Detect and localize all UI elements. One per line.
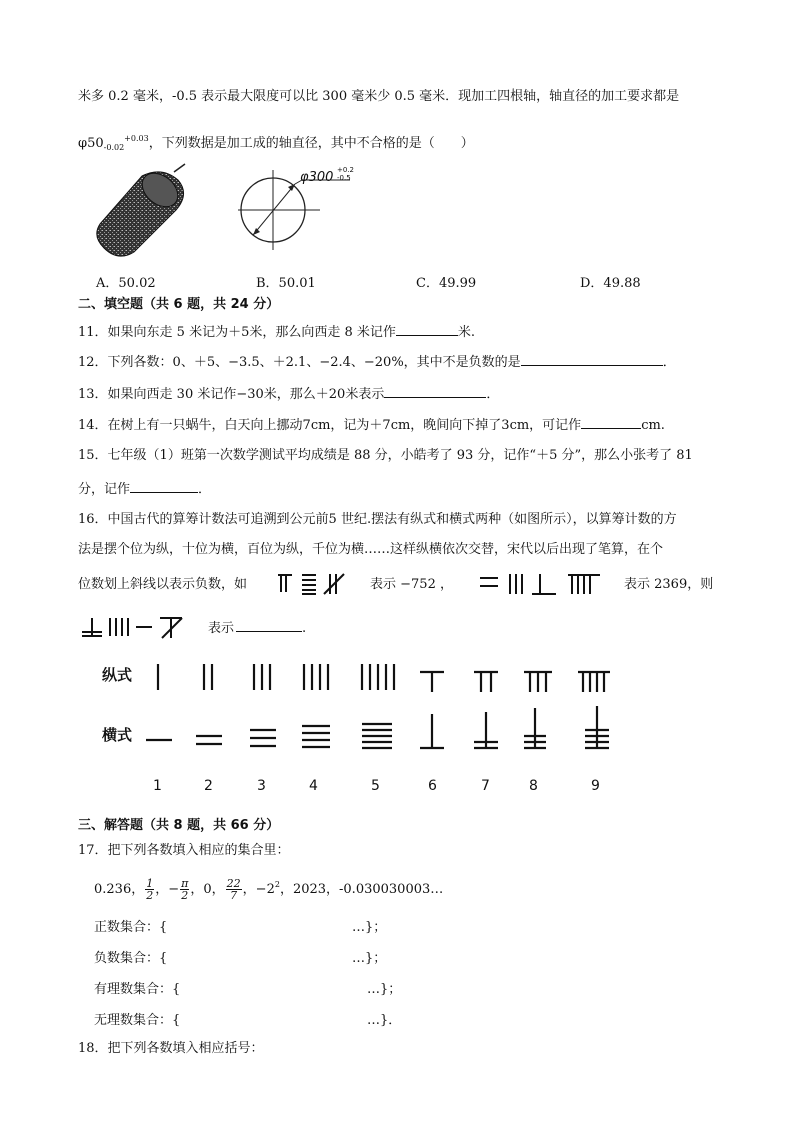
label-horizontal-style: 横式 [102,726,133,744]
digit-2: 2 [204,778,213,794]
q16-line-3a: 位数划上斜线以表示负数，如 [78,577,248,592]
frac-22-over-7 [226,878,242,901]
num-0-236: 0.236， [94,882,145,897]
q16-tail: . [302,621,307,636]
q12-tail: ． [662,355,676,370]
digit-8: 8 [529,778,538,794]
sep: ， [242,882,256,897]
vertical-rods [158,664,610,692]
minus-sign: − [168,882,180,897]
frac-one-half [145,878,154,901]
q10-option-a[interactable]: A．50.02 [96,276,156,291]
q11 [78,322,475,342]
q13-text: 13．如果向西走 30 米记作−30米，那么＋20米表示 [78,387,385,402]
q16-line-3c: 表示 2369，则 [624,577,714,592]
digit-9: 9 [591,778,600,794]
tolerance-upper: +0.03 [124,134,149,143]
q15-text: 分，记作 [78,482,131,497]
q10-continuation-line-2 [78,130,474,157]
q10-option-b[interactable]: B．50.01 [256,276,316,291]
q15-tail: ． [198,482,212,497]
q16-line-1: 16．中国古代的算筹计数法可追溯到公元前5 世纪.摆法有纵式和横式两种（如图所示），以算筹计数的方 [78,512,677,527]
digit-3: 3 [257,778,266,794]
fig-phi-label [300,170,333,185]
q10-continuation-line [78,88,679,106]
section2-header: 二、填空题（共 6 题，共 24 分） [78,297,280,312]
digit-1: 1 [153,778,162,794]
q12-blank[interactable] [521,352,663,366]
frac-den: 7 [230,889,238,902]
fig-tol-lower: -0.5 [337,174,351,182]
q10-option-d[interactable]: D．49.88 [580,276,641,291]
irrational-set-label: 无理数集合：{ [94,1013,181,1028]
q10-option-c[interactable]: C．49.99 [416,276,477,291]
frac-num: 1 [146,877,154,890]
rod-numeral-question [76,612,194,642]
q12 [78,352,676,372]
power-base: −2 [255,882,275,897]
q16-line-4 [208,618,306,638]
q11-tail: 米. [457,325,476,340]
q15-blank[interactable] [130,479,198,493]
digit-7: 7 [481,778,490,794]
cylinder-shaft-image [97,164,185,256]
frac-pi-over-2 [180,878,189,901]
fig-tolerance [337,166,354,182]
q11-text: 11．如果向东走 5 米记为＋5米，那么向西走 8 米记作 [78,325,396,340]
q12-text: 12．下列各数：0、＋5、−3.5、＋2.1、−2.4、−20%，其中不是负数的是 [78,355,521,370]
sep: ， [155,882,169,897]
frac-den: 2 [146,889,154,902]
frac-den: 2 [181,889,189,902]
digit-6: 6 [428,778,437,794]
irrational-set-end: …}． [367,1013,402,1028]
positive-set-label: 正数集合：{ [94,920,168,935]
phi-50: φ50 [78,136,104,151]
q14 [78,415,665,435]
q13-tail: ． [486,387,500,402]
frac-num: π [181,877,189,890]
q16-text: 表示 [208,621,235,636]
digit-5: 5 [371,778,380,794]
label-vertical-style: 纵式 [102,666,133,684]
rational-set-label: 有理数集合：{ [94,982,181,997]
num-tail: ，2023，-0.030030003… [279,882,444,897]
rod-numeral-2369 [476,570,606,598]
section3-header: 三、解答题（共 8 题，共 66 分） [78,818,280,833]
q18-title: 18．把下列各数填入相应括号： [78,1041,264,1056]
q14-text: 14．在树上有一只蜗牛，白天向上挪动7cm，记为＋7cm，晚间向下掉了3cm，可记作 [78,418,582,433]
q11-blank[interactable] [396,322,458,336]
q13-blank[interactable] [384,384,486,398]
q16-blank[interactable] [236,618,302,632]
frac-num: 22 [226,877,241,890]
horizontal-rods [146,706,609,748]
sep: ，0， [190,882,225,897]
q14-blank[interactable] [581,415,641,429]
q10-tail: ，下列数据是加工成的轴直径，其中不合格的是（ ） [148,136,474,151]
q16-line-3b: 表示 −752 ， [370,577,453,592]
fig-tol-upper: +0.2 [337,166,354,174]
q15-line-1: 15．七年级（1）班第一次数学测试平均成绩是 88 分，小皓考了 93 分，记作“＋5 分”，那么小张考了 81 [78,448,693,463]
q13 [78,384,499,404]
negative-set-label: 负数集合：{ [94,951,168,966]
q10-text: 米多 0.2 毫米，-0.5 表示最大限度可以比 300 毫米少 0.5 毫米．现加工四根轴，轴直径的加工要求都是 [78,89,680,104]
digit-4: 4 [309,778,318,794]
negative-set-end: …}； [352,951,387,966]
rod-numeral-table [140,656,620,772]
phi-300: φ300 [300,170,334,185]
rod-numeral-minus-752 [276,570,350,598]
q17-title: 17．把下列各数填入相应的集合里： [78,843,290,858]
q16-line-2: 法是摆个位为纵，十位为横，百位为纵，千位为横……这样纵横依次交替，宋代以后出现了笔算，在个 [78,542,664,557]
q17-number-list [94,872,443,903]
rational-set-end: …}； [367,982,402,997]
power-exp: 2 [274,880,280,889]
positive-set-end: …}； [352,920,387,935]
q15-line-2 [78,479,211,499]
q14-tail: cm. [641,418,665,433]
tolerance-lower: -0.02 [103,143,125,152]
